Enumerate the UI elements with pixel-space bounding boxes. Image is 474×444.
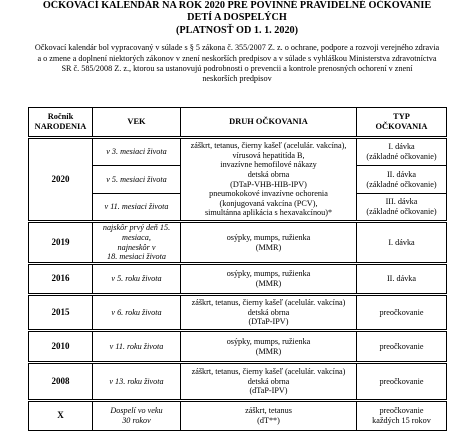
age-cell: v 3. mesiaci života [93, 138, 181, 166]
title-line-2: DETÍ A DOSPELÝCH [187, 12, 287, 24]
age-cell: v 5. mesiaci života [93, 166, 181, 194]
age-cell: v 13. roku života [93, 363, 181, 401]
title-line-1: OČKOVACÍ KALENDÁR NA ROK 2020 PRE POVINNÉ PRAVIDELNÉ OČKOVANIE [42, 0, 432, 11]
table-row [29, 331, 447, 363]
document-header [0, 0, 474, 37]
header-druh: DRUH OČKOVANIA [181, 108, 357, 138]
age-cell: najskôr prvý deň 15. mesiaca, najneskôr v 18. mesiaci života [93, 222, 181, 264]
vaccine-cell: záškrt, tetanus, čierny kašeľ (acelulár. vakcína), vírusová hepatitída B, invazívne hemofilové nákazy detská obrna (DTaP-VHB-HIB-IPV) pneumokokové invazívne ochorenia (konjugovaná vakcína (PCV), simultánna aplikácia s hexavakcínou)* [181, 138, 357, 222]
type-cell: I. dávka [357, 222, 447, 264]
title-validity: (PLATNOSŤ OD 1. 1. 2020) [175, 24, 299, 36]
type-cell: II. dávka (základné očkovanie) [357, 166, 447, 194]
vaccine-cell: záškrt, tetanus, čierny kašeľ (acelulár. vakcína) detská obrna (dTaP-IPV) [181, 363, 357, 401]
year-cell: 2020 [29, 138, 93, 222]
age-cell: v 5. roku života [93, 264, 181, 295]
vaccination-table [28, 107, 447, 431]
year-cell: 2015 [29, 295, 93, 331]
year-cell: 2008 [29, 363, 93, 401]
header-vek: VEK [93, 108, 181, 138]
table-row [29, 138, 447, 166]
age-cell: v 11. roku života [93, 331, 181, 363]
intro-line: Očkovací kalendár bol vypracovaný v súlade s § 5 zákona č. 355/2007 Z. z. o ochrane, podpore a rozvoji verejného zdravia [34, 43, 440, 53]
type-cell: III. dávka (základné očkovanie) [357, 194, 447, 222]
type-cell: II. dávka [357, 264, 447, 295]
intro-line: SR č. 585/2008 Z. z., ktorou sa ustanovujú podrobnosti o prevencii a kontrole prenosných ochorení v znení [61, 64, 413, 74]
intro-line: a o zmene a doplnení niektorých zákonov v znení neskorších predpisov a v súlade s vyhláškou Ministerstva zdravotníctva [37, 53, 437, 63]
type-cell: preočkovanie [357, 331, 447, 363]
table-row [29, 363, 447, 401]
header-rocnik: Ročník NARODENIA [29, 108, 93, 138]
intro-paragraph [18, 43, 456, 85]
table-row [29, 222, 447, 264]
year-cell: 2016 [29, 264, 93, 295]
intro-line: neskorších predpisov [202, 74, 272, 84]
type-cell: preočkovanie každých 15 rokov [357, 401, 447, 431]
type-cell: preočkovanie [357, 295, 447, 331]
table-row [29, 401, 447, 431]
year-cell: 2010 [29, 331, 93, 363]
table-row [29, 264, 447, 295]
year-cell: 2019 [29, 222, 93, 264]
type-cell: preočkovanie [357, 363, 447, 401]
vaccine-cell: osýpky, mumps, ružienka (MMR) [181, 331, 357, 363]
vaccine-cell: záškrt, tetanus, čierny kašeľ (acelulár. vakcína) detská obrna (DTaP-IPV) [181, 295, 357, 331]
vaccine-cell: osýpky, mumps, ružienka (MMR) [181, 264, 357, 295]
type-cell: I. dávka (základné očkovanie) [357, 138, 447, 166]
vaccine-cell: záškrt, tetanus (dT**) [181, 401, 357, 431]
age-cell: Dospelí vo veku 30 rokov [93, 401, 181, 431]
vaccine-cell: osýpky, mumps, ružienka (MMR) [181, 222, 357, 264]
header-typ: TYP OČKOVANIA [357, 108, 447, 138]
age-cell: v 6. roku života [93, 295, 181, 331]
age-cell: v 11. mesiaci života [93, 194, 181, 222]
table-header-row [29, 108, 447, 138]
year-cell: X [29, 401, 93, 431]
table-row [29, 295, 447, 331]
